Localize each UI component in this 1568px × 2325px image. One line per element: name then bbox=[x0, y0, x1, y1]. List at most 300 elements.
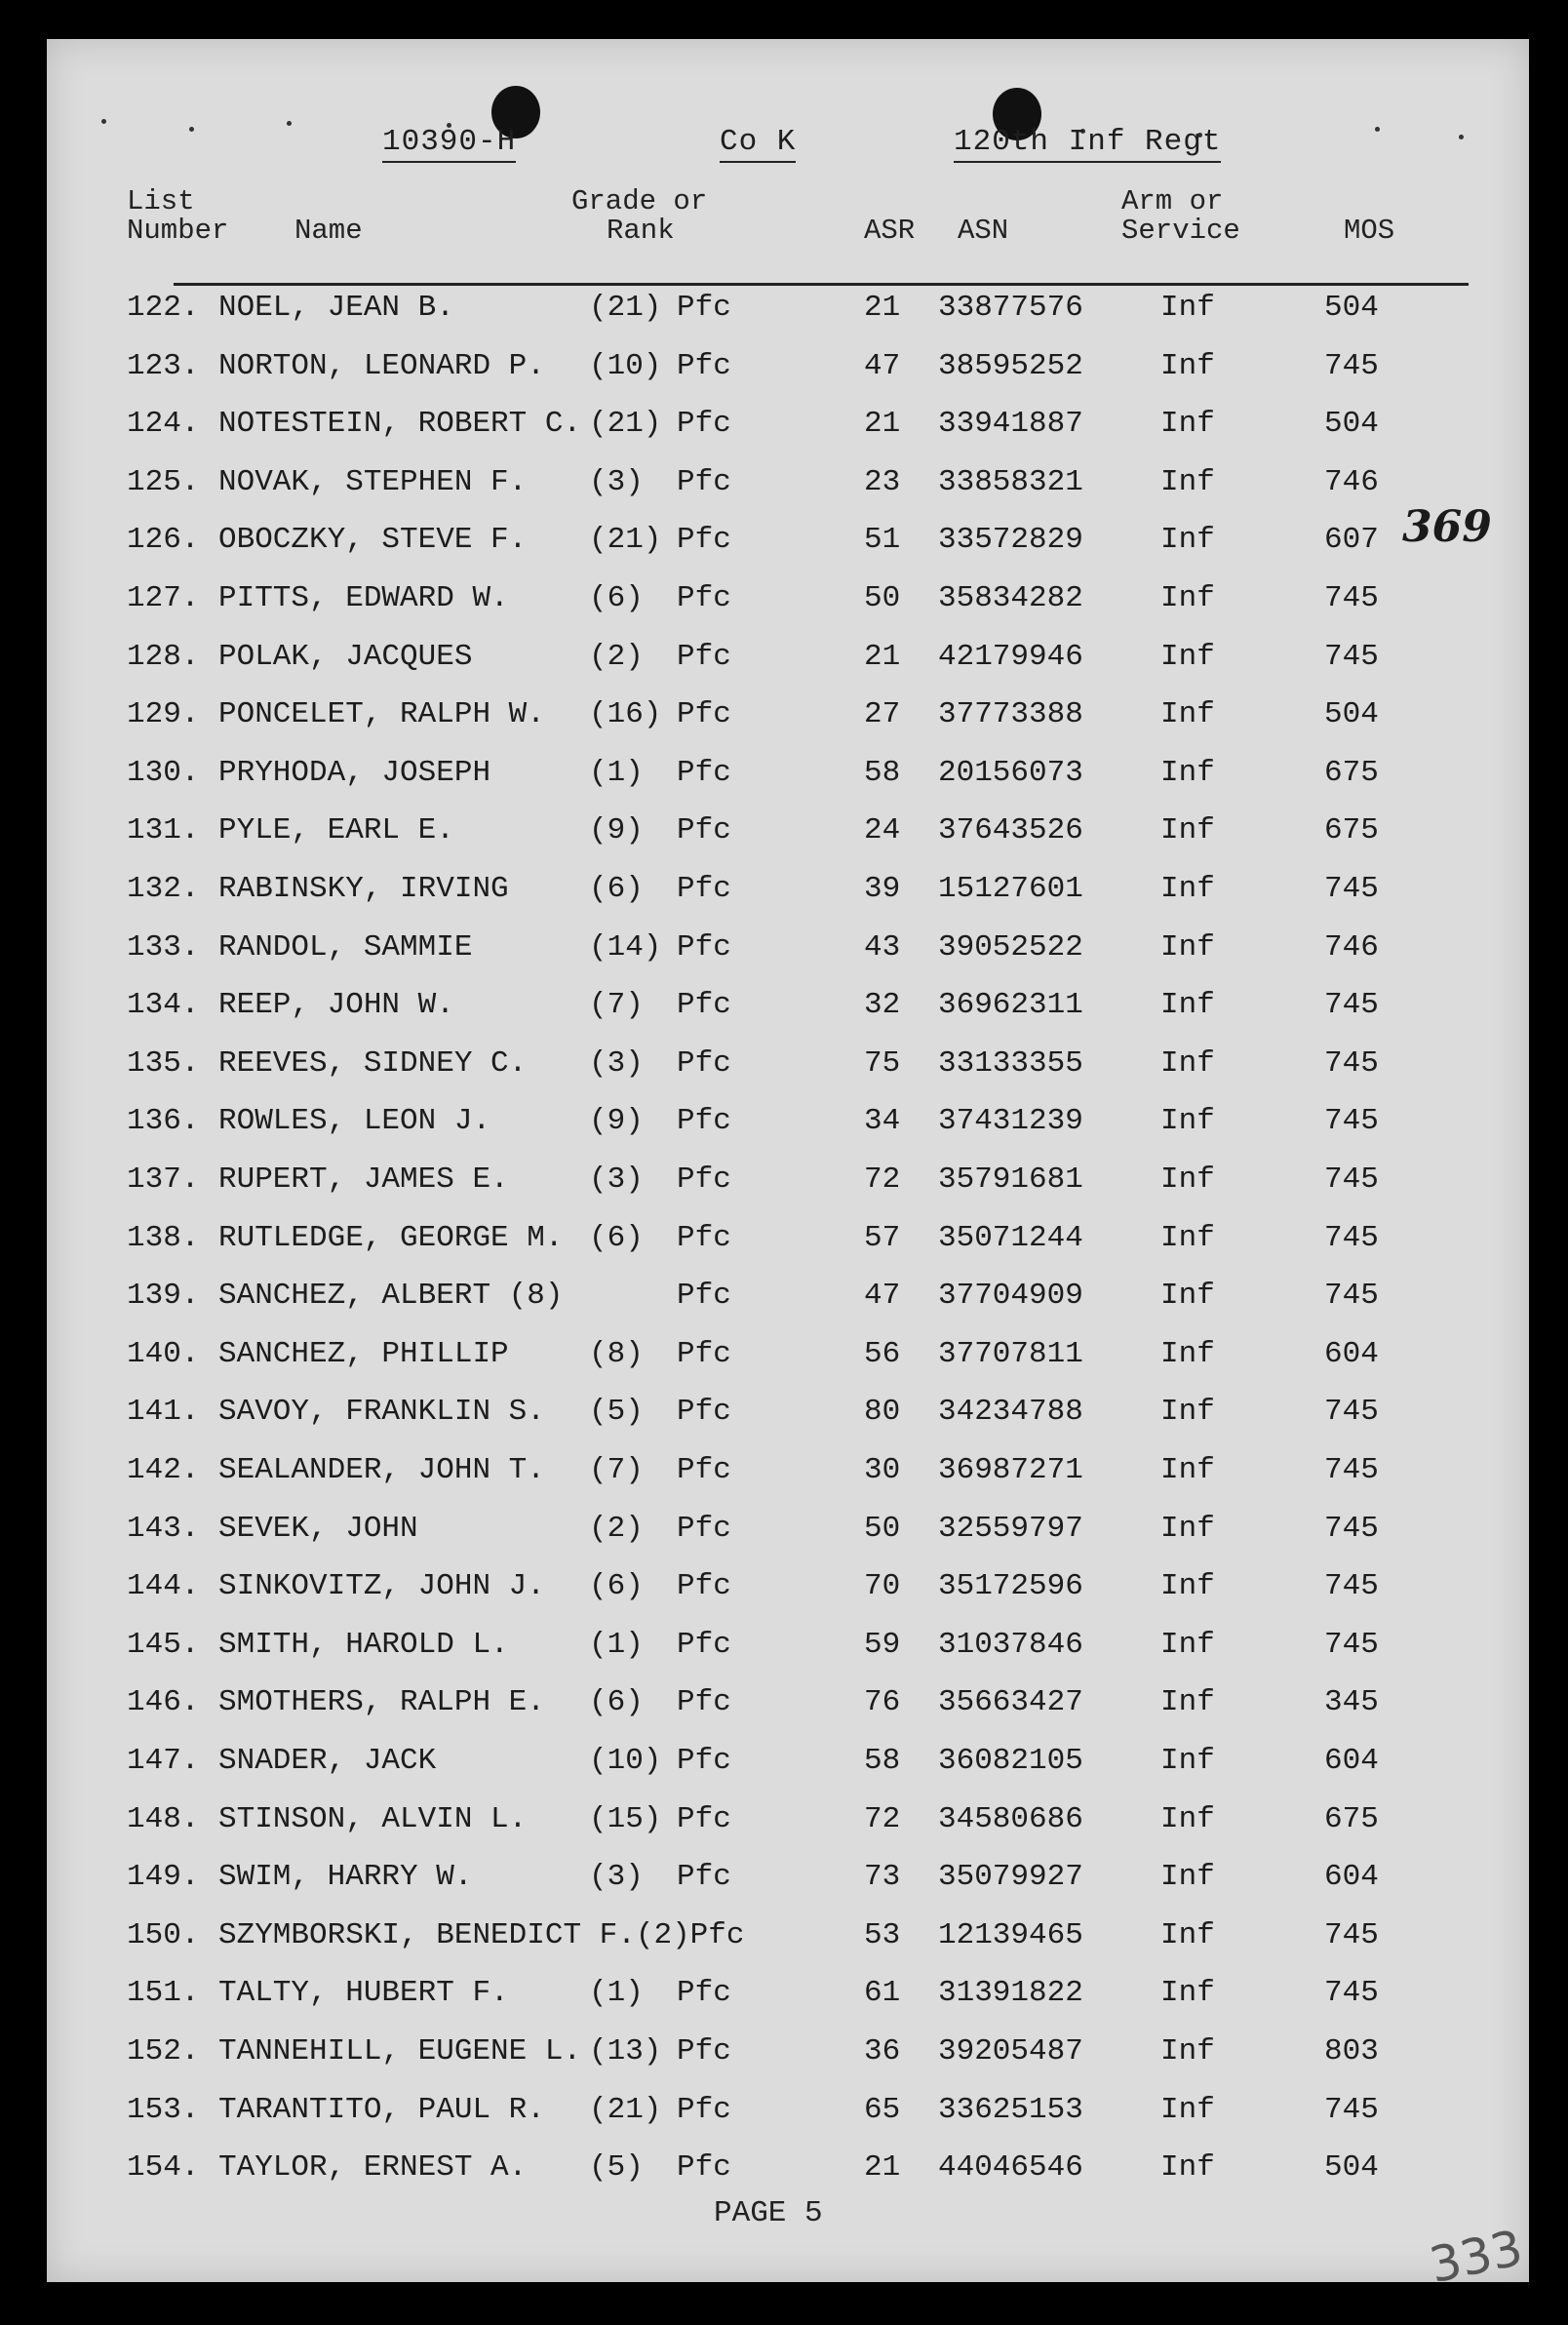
page-footer: PAGE 5 bbox=[714, 2196, 823, 2230]
cell-name: SEVEK, JOHN bbox=[218, 1511, 418, 1546]
cell-mos: 745 bbox=[1324, 1104, 1379, 1139]
cell-arm: Inf bbox=[1160, 813, 1215, 848]
cell-rank: Pfc bbox=[677, 1685, 731, 1720]
col-arm-bottom: Service bbox=[1121, 215, 1240, 247]
cell-name: REEP, JOHN W. bbox=[218, 988, 454, 1023]
table-row bbox=[47, 1104, 1529, 1155]
cell-grade: (2) bbox=[589, 1511, 644, 1546]
cell-mos: 604 bbox=[1324, 1744, 1379, 1778]
table-row bbox=[47, 1685, 1529, 1736]
cell-asn: 38595252 bbox=[938, 348, 1083, 383]
speck bbox=[1375, 127, 1380, 132]
cell-rank: Pfc bbox=[677, 407, 731, 442]
cell-mos: 504 bbox=[1324, 2150, 1379, 2186]
cell-asn: 37707811 bbox=[938, 1336, 1083, 1371]
cell-arm: Inf bbox=[1160, 1162, 1215, 1197]
cell-rank: Pfc bbox=[677, 2150, 731, 2186]
cell-asr: 70 bbox=[864, 1569, 901, 1604]
cell-grade: (2) bbox=[589, 639, 644, 674]
speck bbox=[287, 121, 292, 126]
cell-arm: Inf bbox=[1160, 697, 1215, 732]
cell-rank: Pfc bbox=[677, 1104, 731, 1139]
cell-asn: 36082105 bbox=[938, 1744, 1083, 1778]
cell-name: NOVAK, STEPHEN F. bbox=[218, 464, 528, 499]
cell-rank: Pfc bbox=[677, 872, 731, 906]
cell-asn: 35834282 bbox=[938, 581, 1083, 615]
cell-rank: Pfc bbox=[677, 1976, 731, 2011]
cell-rank: Pfc bbox=[677, 697, 731, 732]
cell-arm: Inf bbox=[1160, 291, 1215, 325]
cell-num: 135. bbox=[127, 1045, 200, 1081]
col-grade-bottom: Rank bbox=[607, 215, 675, 247]
cell-num: 128. bbox=[127, 639, 200, 674]
cell-name: RUTLEDGE, GEORGE M. bbox=[218, 1220, 564, 1255]
cell-asn: 35079927 bbox=[938, 1860, 1083, 1895]
cell-mos: 745 bbox=[1324, 639, 1379, 674]
cell-grade: (10) bbox=[589, 1744, 662, 1778]
cell-rank: Pfc bbox=[677, 348, 731, 383]
cell-mos: 745 bbox=[1324, 1162, 1379, 1197]
table-row bbox=[47, 581, 1529, 632]
cell-num: 125. bbox=[127, 464, 200, 499]
table-row bbox=[47, 1046, 1529, 1097]
cell-name: RANDOL, SAMMIE bbox=[218, 929, 473, 965]
cell-arm: Inf bbox=[1160, 1744, 1215, 1778]
table-row bbox=[47, 1569, 1529, 1620]
col-asn: ASN bbox=[958, 215, 1009, 247]
cell-arm: Inf bbox=[1160, 1045, 1215, 1081]
table-row bbox=[47, 407, 1529, 457]
cell-asn: 20156073 bbox=[938, 755, 1083, 790]
cell-name: SANCHEZ, PHILLIP bbox=[218, 1336, 509, 1371]
table-row bbox=[47, 1395, 1529, 1445]
cell-asr: 56 bbox=[864, 1336, 901, 1371]
cell-arm: Inf bbox=[1160, 755, 1215, 790]
cell-num: 132. bbox=[127, 872, 200, 906]
cell-name: SAVOY, FRANKLIN S. bbox=[218, 1395, 545, 1430]
speck bbox=[101, 119, 106, 124]
cell-mos: 745 bbox=[1324, 2092, 1379, 2127]
cell-num: 142. bbox=[127, 1453, 200, 1487]
cell-mos: 745 bbox=[1324, 1627, 1379, 1662]
table-row bbox=[47, 465, 1529, 516]
regiment: 120th Inf Regt bbox=[954, 125, 1221, 163]
cell-num: 147. bbox=[127, 1744, 200, 1778]
cell-arm: Inf bbox=[1160, 988, 1215, 1023]
cell-arm: Inf bbox=[1160, 1569, 1215, 1604]
cell-name: RABINSKY, IRVING bbox=[218, 872, 509, 906]
cell-asr: 61 bbox=[864, 1976, 901, 2011]
table-row bbox=[47, 2034, 1529, 2085]
cell-mos: 745 bbox=[1324, 1279, 1379, 1314]
cell-asn: 39205487 bbox=[938, 2034, 1083, 2069]
cell-asn: 36962311 bbox=[938, 988, 1083, 1023]
table-row bbox=[47, 1628, 1529, 1678]
cell-arm: Inf bbox=[1160, 581, 1215, 615]
cell-asr: 21 bbox=[864, 407, 901, 442]
col-name: Name bbox=[294, 215, 363, 247]
cell-name: SANCHEZ, ALBERT (8) bbox=[218, 1279, 564, 1314]
speck bbox=[189, 127, 194, 132]
cell-arm: Inf bbox=[1160, 872, 1215, 906]
cell-grade: (16) bbox=[589, 697, 662, 732]
cell-asr: 65 bbox=[864, 2092, 901, 2127]
cell-asn: 34580686 bbox=[938, 1801, 1083, 1836]
company: Co K bbox=[720, 125, 796, 163]
cell-num: 136. bbox=[127, 1104, 200, 1139]
cell-arm: Inf bbox=[1160, 639, 1215, 674]
cell-name: TARANTITO, PAUL R. bbox=[218, 2092, 545, 2127]
cell-asr: 76 bbox=[864, 1685, 901, 1720]
cell-grade: (6) bbox=[589, 581, 644, 615]
cell-grade: (21) bbox=[589, 407, 662, 442]
cell-grade: (3) bbox=[589, 1045, 644, 1081]
cell-mos: 745 bbox=[1324, 872, 1379, 906]
cell-mos: 675 bbox=[1324, 1801, 1379, 1836]
cell-num: 151. bbox=[127, 1976, 200, 2011]
cell-arm: Inf bbox=[1160, 348, 1215, 383]
cell-mos: 607 bbox=[1324, 523, 1379, 558]
cell-mos: 803 bbox=[1324, 2034, 1379, 2069]
cell-asr: 58 bbox=[864, 755, 901, 790]
cell-num: 137. bbox=[127, 1162, 200, 1197]
col-list-number-bottom: Number bbox=[127, 215, 229, 247]
cell-grade: (7) bbox=[589, 988, 644, 1023]
cell-asn: 12139465 bbox=[938, 1917, 1083, 1952]
cell-asr: 47 bbox=[864, 1279, 901, 1314]
cell-asn: 33941887 bbox=[938, 407, 1083, 442]
cell-num: 154. bbox=[127, 2150, 200, 2186]
table-row bbox=[47, 2150, 1529, 2201]
cell-rank: Pfc bbox=[677, 1860, 731, 1895]
cell-asr: 27 bbox=[864, 697, 901, 732]
cell-mos: 745 bbox=[1324, 581, 1379, 615]
cell-asn: 33858321 bbox=[938, 464, 1083, 499]
cell-mos: 745 bbox=[1324, 1511, 1379, 1546]
cell-arm: Inf bbox=[1160, 1801, 1215, 1836]
cell-rank: Pfc bbox=[677, 523, 731, 558]
cell-arm: Inf bbox=[1160, 1860, 1215, 1895]
cell-asr: 43 bbox=[864, 929, 901, 965]
cell-grade: (3) bbox=[589, 1162, 644, 1197]
cell-num: 152. bbox=[127, 2034, 200, 2069]
cell-asr: 34 bbox=[864, 1104, 901, 1139]
cell-arm: Inf bbox=[1160, 1511, 1215, 1546]
cell-asn: 35663427 bbox=[938, 1685, 1083, 1720]
cell-arm: Inf bbox=[1160, 464, 1215, 499]
cell-rank: Pfc bbox=[677, 464, 731, 499]
cell-asn: 36987271 bbox=[938, 1453, 1083, 1487]
table-row bbox=[47, 1802, 1529, 1853]
cell-num: 153. bbox=[127, 2092, 200, 2127]
cell-mos: 675 bbox=[1324, 813, 1379, 848]
cell-name: NORTON, LEONARD P. bbox=[218, 348, 545, 383]
cell-asn: 35172596 bbox=[938, 1569, 1083, 1604]
cell-name: PRYHODA, JOSEPH bbox=[218, 755, 491, 790]
cell-grade: (9) bbox=[589, 813, 644, 848]
cell-grade: (10) bbox=[589, 348, 662, 383]
cell-rank: Pfc bbox=[677, 291, 731, 325]
cell-num: 133. bbox=[127, 929, 200, 965]
cell-rank: Pfc bbox=[677, 1336, 731, 1371]
cell-arm: Inf bbox=[1160, 2092, 1215, 2127]
cell-asr: 23 bbox=[864, 464, 901, 499]
cell-mos: 504 bbox=[1324, 291, 1379, 325]
cell-arm: Inf bbox=[1160, 1279, 1215, 1314]
cell-mos: 745 bbox=[1324, 1917, 1379, 1952]
cell-grade: (21) bbox=[589, 291, 662, 325]
cell-grade: (1) bbox=[589, 1627, 644, 1662]
table-row bbox=[47, 1860, 1529, 1911]
cell-rank: Pfc bbox=[677, 1744, 731, 1778]
table-row bbox=[47, 349, 1529, 400]
table-row bbox=[47, 872, 1529, 923]
cell-rank: Pfc bbox=[677, 581, 731, 615]
cell-num: 150. bbox=[127, 1917, 200, 1952]
cell-asr: 51 bbox=[864, 523, 901, 558]
cell-rank: Pfc bbox=[677, 929, 731, 965]
table-row bbox=[47, 1976, 1529, 2027]
cell-asr: 30 bbox=[864, 1453, 901, 1487]
cell-asn: 33625153 bbox=[938, 2092, 1083, 2127]
cell-num: 134. bbox=[127, 988, 200, 1023]
cell-asn: 37643526 bbox=[938, 813, 1083, 848]
cell-num: 138. bbox=[127, 1220, 200, 1255]
cell-mos: 746 bbox=[1324, 464, 1379, 499]
cell-grade: (1) bbox=[589, 755, 644, 790]
cell-num: 145. bbox=[127, 1627, 200, 1662]
cell-asr: 80 bbox=[864, 1395, 901, 1430]
cell-rank: Pfc bbox=[677, 813, 731, 848]
cell-arm: Inf bbox=[1160, 1976, 1215, 2011]
cell-num: 148. bbox=[127, 1801, 200, 1836]
cell-grade: (14) bbox=[589, 929, 662, 965]
cell-mos: 746 bbox=[1324, 929, 1379, 965]
cell-arm: Inf bbox=[1160, 1917, 1215, 1952]
cell-grade: (5) bbox=[589, 2150, 644, 2186]
table-row bbox=[47, 1279, 1529, 1329]
cell-name: SEALANDER, JOHN T. bbox=[218, 1453, 545, 1487]
cell-grade: (3) bbox=[589, 464, 644, 499]
cell-asn: 34234788 bbox=[938, 1395, 1083, 1430]
cell-name: SNADER, JACK bbox=[218, 1744, 437, 1778]
cell-num: 129. bbox=[127, 697, 200, 732]
cell-asn: 33877576 bbox=[938, 291, 1083, 325]
cell-mos: 745 bbox=[1324, 1569, 1379, 1604]
cell-arm: Inf bbox=[1160, 523, 1215, 558]
cell-mos: 745 bbox=[1324, 1976, 1379, 2011]
cell-mos: 504 bbox=[1324, 697, 1379, 732]
speck bbox=[1459, 135, 1464, 139]
cell-asr: 32 bbox=[864, 988, 901, 1023]
cell-name: SZYMBORSKI, BENEDICT F.(2)Pfc bbox=[218, 1917, 745, 1952]
cell-rank: Pfc bbox=[677, 639, 731, 674]
cell-arm: Inf bbox=[1160, 1220, 1215, 1255]
cell-name: SWIM, HARRY W. bbox=[218, 1860, 473, 1895]
cell-asn: 33133355 bbox=[938, 1045, 1083, 1081]
cell-asn: 15127601 bbox=[938, 872, 1083, 906]
cell-arm: Inf bbox=[1160, 1395, 1215, 1430]
cell-num: 131. bbox=[127, 813, 200, 848]
cell-mos: 745 bbox=[1324, 1453, 1379, 1487]
cell-name: RUPERT, JAMES E. bbox=[218, 1162, 509, 1197]
cell-asr: 39 bbox=[864, 872, 901, 906]
cell-rank: Pfc bbox=[677, 1511, 731, 1546]
cell-num: 144. bbox=[127, 1569, 200, 1604]
cell-asn: 37773388 bbox=[938, 697, 1083, 732]
cell-arm: Inf bbox=[1160, 2150, 1215, 2186]
cell-grade: (6) bbox=[589, 1569, 644, 1604]
cell-name: SMOTHERS, RALPH E. bbox=[218, 1685, 545, 1720]
cell-num: 149. bbox=[127, 1860, 200, 1895]
cell-asr: 21 bbox=[864, 2150, 901, 2186]
cell-mos: 745 bbox=[1324, 1220, 1379, 1255]
table-row bbox=[47, 1744, 1529, 1794]
table-row bbox=[47, 1221, 1529, 1272]
cell-num: 123. bbox=[127, 348, 200, 383]
cell-name: NOTESTEIN, ROBERT C. bbox=[218, 407, 582, 442]
cell-asn: 37431239 bbox=[938, 1104, 1083, 1139]
cell-asn: 32559797 bbox=[938, 1511, 1083, 1546]
cell-asr: 72 bbox=[864, 1162, 901, 1197]
cell-name: TAYLOR, ERNEST A. bbox=[218, 2150, 528, 2186]
cell-mos: 604 bbox=[1324, 1860, 1379, 1895]
cell-asr: 58 bbox=[864, 1744, 901, 1778]
cell-rank: Pfc bbox=[677, 988, 731, 1023]
cell-rank: Pfc bbox=[677, 1453, 731, 1487]
cell-rank: Pfc bbox=[677, 1627, 731, 1662]
cell-grade: (15) bbox=[589, 1801, 662, 1836]
cell-grade: (8) bbox=[589, 1336, 644, 1371]
cell-asr: 21 bbox=[864, 291, 901, 325]
cell-grade: (6) bbox=[589, 872, 644, 906]
cell-asr: 50 bbox=[864, 581, 901, 615]
cell-rank: Pfc bbox=[677, 2034, 731, 2069]
cell-num: 122. bbox=[127, 291, 200, 325]
cell-grade: (6) bbox=[589, 1220, 644, 1255]
cell-asn: 35071244 bbox=[938, 1220, 1083, 1255]
cell-rank: Pfc bbox=[677, 1279, 731, 1314]
cell-rank: Pfc bbox=[677, 1045, 731, 1081]
table-row bbox=[47, 1512, 1529, 1562]
cell-num: 127. bbox=[127, 581, 200, 615]
cell-mos: 604 bbox=[1324, 1336, 1379, 1371]
cell-num: 124. bbox=[127, 407, 200, 442]
cell-asr: 59 bbox=[864, 1627, 901, 1662]
cell-mos: 745 bbox=[1324, 1395, 1379, 1430]
cell-arm: Inf bbox=[1160, 2034, 1215, 2069]
cell-asn: 39052522 bbox=[938, 929, 1083, 965]
col-asr: ASR bbox=[864, 215, 916, 247]
col-mos: MOS bbox=[1344, 215, 1395, 247]
cell-num: 143. bbox=[127, 1511, 200, 1546]
cell-name: STINSON, ALVIN L. bbox=[218, 1801, 528, 1836]
cell-name: ROWLES, LEON J. bbox=[218, 1104, 491, 1139]
cell-asr: 21 bbox=[864, 639, 901, 674]
col-arm-top: Arm or bbox=[1121, 185, 1224, 217]
cell-name: TANNEHILL, EUGENE L. bbox=[218, 2034, 582, 2069]
cell-rank: Pfc bbox=[677, 1220, 731, 1255]
cell-asr: 73 bbox=[864, 1860, 901, 1895]
cell-grade: (1) bbox=[589, 1976, 644, 2011]
table-row bbox=[47, 1162, 1529, 1213]
cell-name: PYLE, EARL E. bbox=[218, 813, 454, 848]
table-row bbox=[47, 2093, 1529, 2144]
cell-rank: Pfc bbox=[677, 755, 731, 790]
cell-asr: 24 bbox=[864, 813, 901, 848]
cell-mos: 745 bbox=[1324, 1045, 1379, 1081]
cell-arm: Inf bbox=[1160, 1685, 1215, 1720]
cell-grade: (3) bbox=[589, 1860, 644, 1895]
cell-num: 146. bbox=[127, 1685, 200, 1720]
cell-grade: (5) bbox=[589, 1395, 644, 1430]
table-row bbox=[47, 523, 1529, 573]
cell-num: 130. bbox=[127, 755, 200, 790]
cell-num: 139. bbox=[127, 1279, 200, 1314]
cell-asr: 72 bbox=[864, 1801, 901, 1836]
table-row bbox=[47, 813, 1529, 864]
handwritten-corner-mark: 333 bbox=[1425, 2219, 1528, 2295]
table-row bbox=[47, 930, 1529, 981]
cell-asr: 36 bbox=[864, 2034, 901, 2069]
cell-arm: Inf bbox=[1160, 407, 1215, 442]
cell-asn: 42179946 bbox=[938, 639, 1083, 674]
cell-mos: 504 bbox=[1324, 407, 1379, 442]
cell-name: PONCELET, RALPH W. bbox=[218, 697, 545, 732]
cell-name: NOEL, JEAN B. bbox=[218, 291, 454, 325]
cell-grade: (21) bbox=[589, 2092, 662, 2127]
cell-name: SMITH, HAROLD L. bbox=[218, 1627, 509, 1662]
cell-asn: 35791681 bbox=[938, 1162, 1083, 1197]
cell-rank: Pfc bbox=[677, 1162, 731, 1197]
header-rule bbox=[174, 283, 1469, 286]
cell-rank: Pfc bbox=[677, 1569, 731, 1604]
col-grade-top: Grade or bbox=[571, 185, 708, 217]
cell-name: TALTY, HUBERT F. bbox=[218, 1976, 509, 2011]
cell-mos: 745 bbox=[1324, 348, 1379, 383]
table-row bbox=[47, 640, 1529, 690]
cell-arm: Inf bbox=[1160, 1453, 1215, 1487]
cell-grade: (21) bbox=[589, 523, 662, 558]
cell-arm: Inf bbox=[1160, 1336, 1215, 1371]
cell-arm: Inf bbox=[1160, 929, 1215, 965]
cell-num: 141. bbox=[127, 1395, 200, 1430]
cell-asr: 53 bbox=[864, 1917, 901, 1952]
cell-mos: 345 bbox=[1324, 1685, 1379, 1720]
cell-grade: (7) bbox=[589, 1453, 644, 1487]
cell-asn: 37704909 bbox=[938, 1279, 1083, 1314]
table-row bbox=[47, 1918, 1529, 1969]
cell-name: PITTS, EDWARD W. bbox=[218, 581, 509, 615]
cell-grade: (13) bbox=[589, 2034, 662, 2069]
col-list-number-top: List bbox=[127, 185, 195, 217]
cell-asr: 57 bbox=[864, 1220, 901, 1255]
cell-name: POLAK, JACQUES bbox=[218, 639, 473, 674]
cell-asr: 50 bbox=[864, 1511, 901, 1546]
cell-mos: 745 bbox=[1324, 988, 1379, 1023]
cell-num: 126. bbox=[127, 523, 200, 558]
cell-asr: 47 bbox=[864, 348, 901, 383]
cell-rank: Pfc bbox=[677, 1801, 731, 1836]
table-row bbox=[47, 1337, 1529, 1388]
table-row bbox=[47, 1453, 1529, 1504]
table-row bbox=[47, 697, 1529, 748]
table-row bbox=[47, 291, 1529, 341]
cell-asn: 33572829 bbox=[938, 523, 1083, 558]
cell-asn: 44046546 bbox=[938, 2150, 1083, 2186]
cell-arm: Inf bbox=[1160, 1627, 1215, 1662]
cell-arm: Inf bbox=[1160, 1104, 1215, 1139]
